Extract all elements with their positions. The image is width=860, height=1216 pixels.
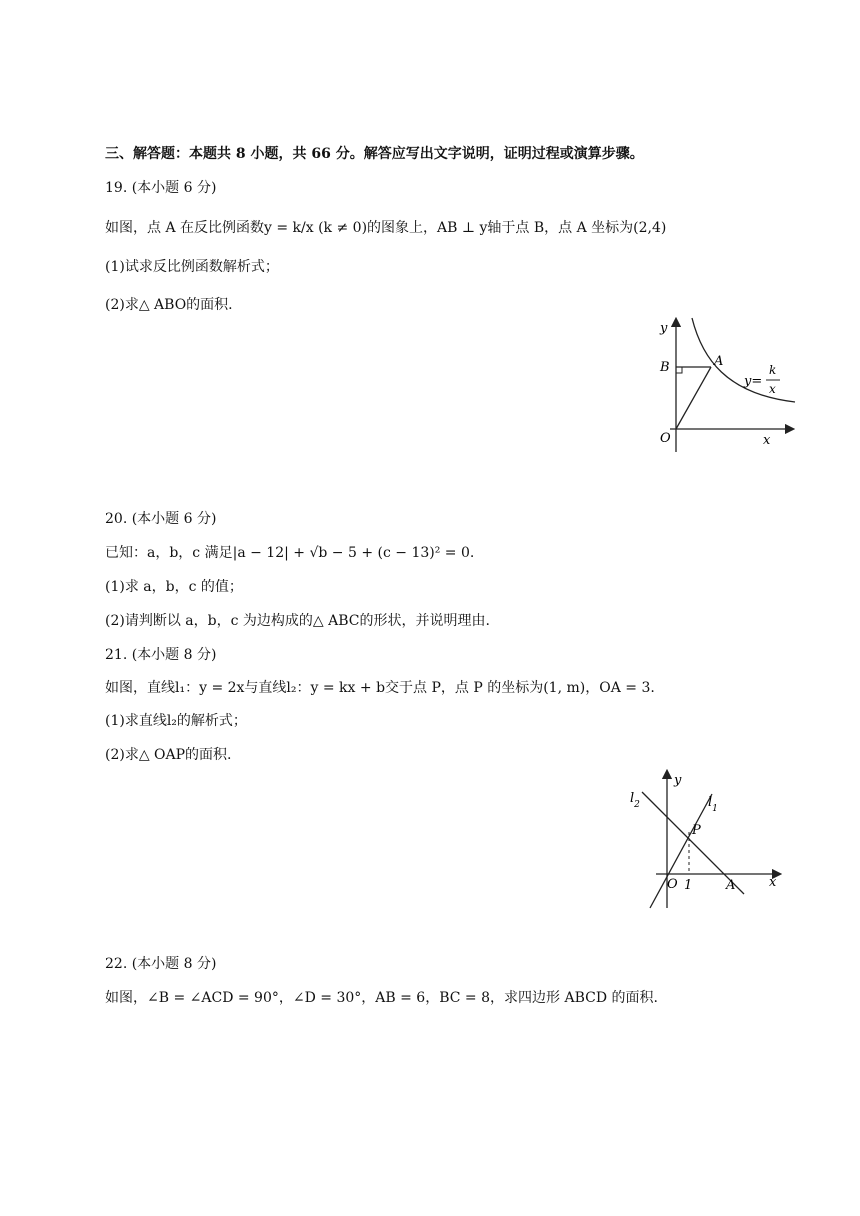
label-l1: $l_1$ — [708, 795, 718, 814]
label-o: O — [667, 877, 678, 892]
problem-19-statement: 如图，点 A 在反比例函数y = k/x (k ≠ 0)的图象上，AB ⊥ y轴于点 B，点 A 坐标为(2,4) — [105, 220, 667, 236]
problem-21-part-1: (1)求直线l₂的解析式； — [105, 713, 247, 729]
problem-21-part-2: (2)求△ OAP的面积. — [105, 747, 232, 763]
label-b: B — [660, 360, 670, 375]
problem-19-number: 19. (本小题 6 分) — [105, 180, 217, 196]
problem-19-part-2: (2)求△ ABO的面积. — [105, 297, 233, 313]
problem-20-part-2: (2)请判断以 a，b，c 为边构成的△ ABC的形状，并说明理由. — [105, 613, 490, 629]
hyperbola-curve — [692, 318, 795, 402]
label-x: x — [763, 433, 771, 448]
section-header: 三、解答题：本题共 8 小题，共 66 分。解答应写出文字说明，证明过程或演算步骤。 — [105, 146, 644, 162]
problem-20-statement: 已知：a，b，c 满足|a − 12| + √b − 5 + (c − 13)² = 0. — [105, 545, 475, 561]
line-l1 — [650, 794, 712, 908]
problem-19-figure — [640, 310, 800, 460]
problem-21-statement: 如图，直线l₁：y = 2x与直线l₂：y = kx + b交于点 P，点 P 的坐标为(1, m)，OA = 3. — [105, 680, 655, 696]
label-y: y — [660, 321, 668, 336]
label-p: P — [692, 823, 701, 838]
label-one: 1 — [684, 878, 693, 893]
label-l2: $l_2$ — [630, 791, 640, 810]
segment-oa — [676, 367, 711, 429]
problem-22-statement: 如图，∠B = ∠ACD = 90°，∠D = 30°，AB = 6，BC = 8，求四边形 ABCD 的面积. — [105, 990, 658, 1006]
label-k: k — [769, 363, 777, 377]
problem-22-number: 22. (本小题 8 分) — [105, 956, 217, 972]
problem-20-number: 20. (本小题 6 分) — [105, 511, 217, 527]
problem-21-figure — [622, 768, 792, 918]
label-a: A — [714, 354, 724, 369]
label-x-den: x — [769, 382, 776, 396]
label-a: A — [726, 878, 736, 893]
problem-20-part-1: (1)求 a，b，c 的值； — [105, 579, 243, 595]
label-y: y — [674, 773, 682, 788]
problem-21-number: 21. (本小题 8 分) — [105, 647, 217, 663]
label-x: x — [769, 875, 777, 890]
label-y-eq: y= — [744, 374, 763, 389]
label-o: O — [660, 431, 671, 446]
right-angle-mark — [676, 367, 682, 373]
problem-19-part-1: (1)试求反比例函数解析式； — [105, 259, 279, 275]
